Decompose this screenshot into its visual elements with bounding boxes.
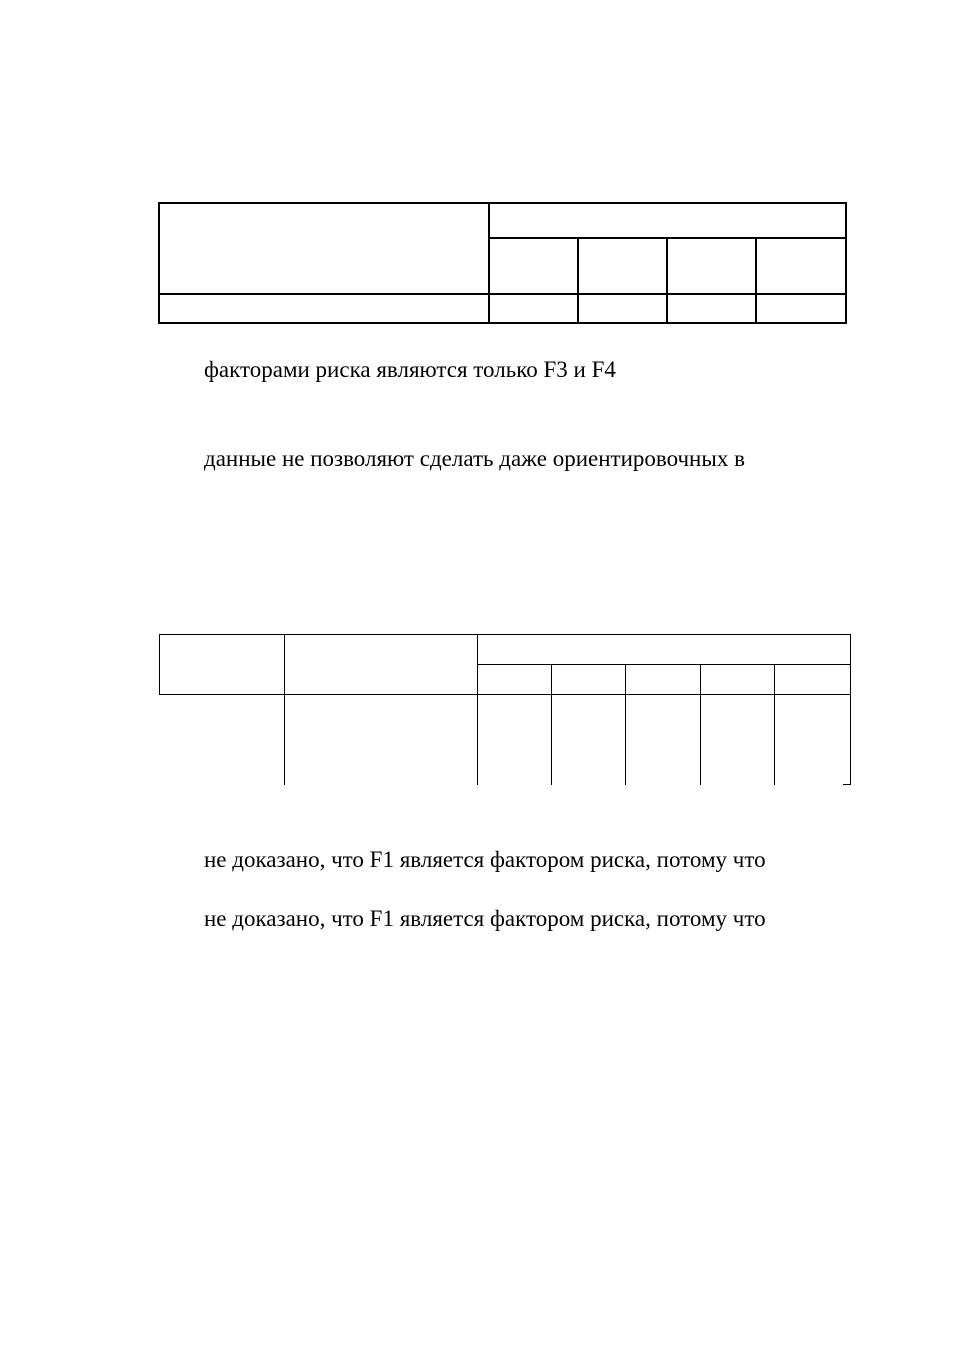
table-1-cell xyxy=(578,238,667,294)
table-1 xyxy=(158,202,847,324)
table-2-header-cell xyxy=(285,635,478,695)
table-2-cell xyxy=(701,695,775,785)
table-2-cell xyxy=(626,665,701,695)
table-2-header-row xyxy=(160,635,851,665)
table-1-group-header-cell xyxy=(489,203,846,238)
table-2-cell xyxy=(160,695,285,785)
table-2-group-header-cell xyxy=(478,635,851,665)
table-1-row xyxy=(159,294,846,323)
table-2-cell xyxy=(775,665,851,695)
table-1-cell xyxy=(159,294,489,323)
table-1-cell xyxy=(489,238,578,294)
table-1-header-row xyxy=(159,203,846,238)
table-1-cell xyxy=(756,238,846,294)
table-2-cell xyxy=(478,695,552,785)
paragraph-2: данные не позволяют сделать даже ориентировочных в xyxy=(204,446,745,471)
table-1-cell xyxy=(489,294,578,323)
table-2-cell xyxy=(552,665,626,695)
table-1-cell xyxy=(667,238,756,294)
paragraph-3: не доказано, что F1 является фактором риска, потому что xyxy=(204,847,766,872)
table-1-cell xyxy=(756,294,846,323)
table-2-cell xyxy=(775,695,851,785)
paragraph-4: не доказано, что F1 является фактором риска, потому что xyxy=(204,906,766,931)
table-2 xyxy=(159,634,851,785)
table-1-cell xyxy=(667,294,756,323)
table-1-cell xyxy=(578,294,667,323)
table-2-bottom-tick xyxy=(843,784,850,785)
table-2-cell xyxy=(285,695,478,785)
table-1-corner-cell xyxy=(159,203,489,294)
table-2-cell xyxy=(478,665,552,695)
paragraph-1: факторами риска являются только F3 и F4 xyxy=(204,357,616,382)
table-2-header-cell xyxy=(160,635,285,695)
table-2-cell xyxy=(701,665,775,695)
table-2-cell xyxy=(552,695,626,785)
table-2-cell xyxy=(626,695,701,785)
table-2-row xyxy=(160,695,851,785)
